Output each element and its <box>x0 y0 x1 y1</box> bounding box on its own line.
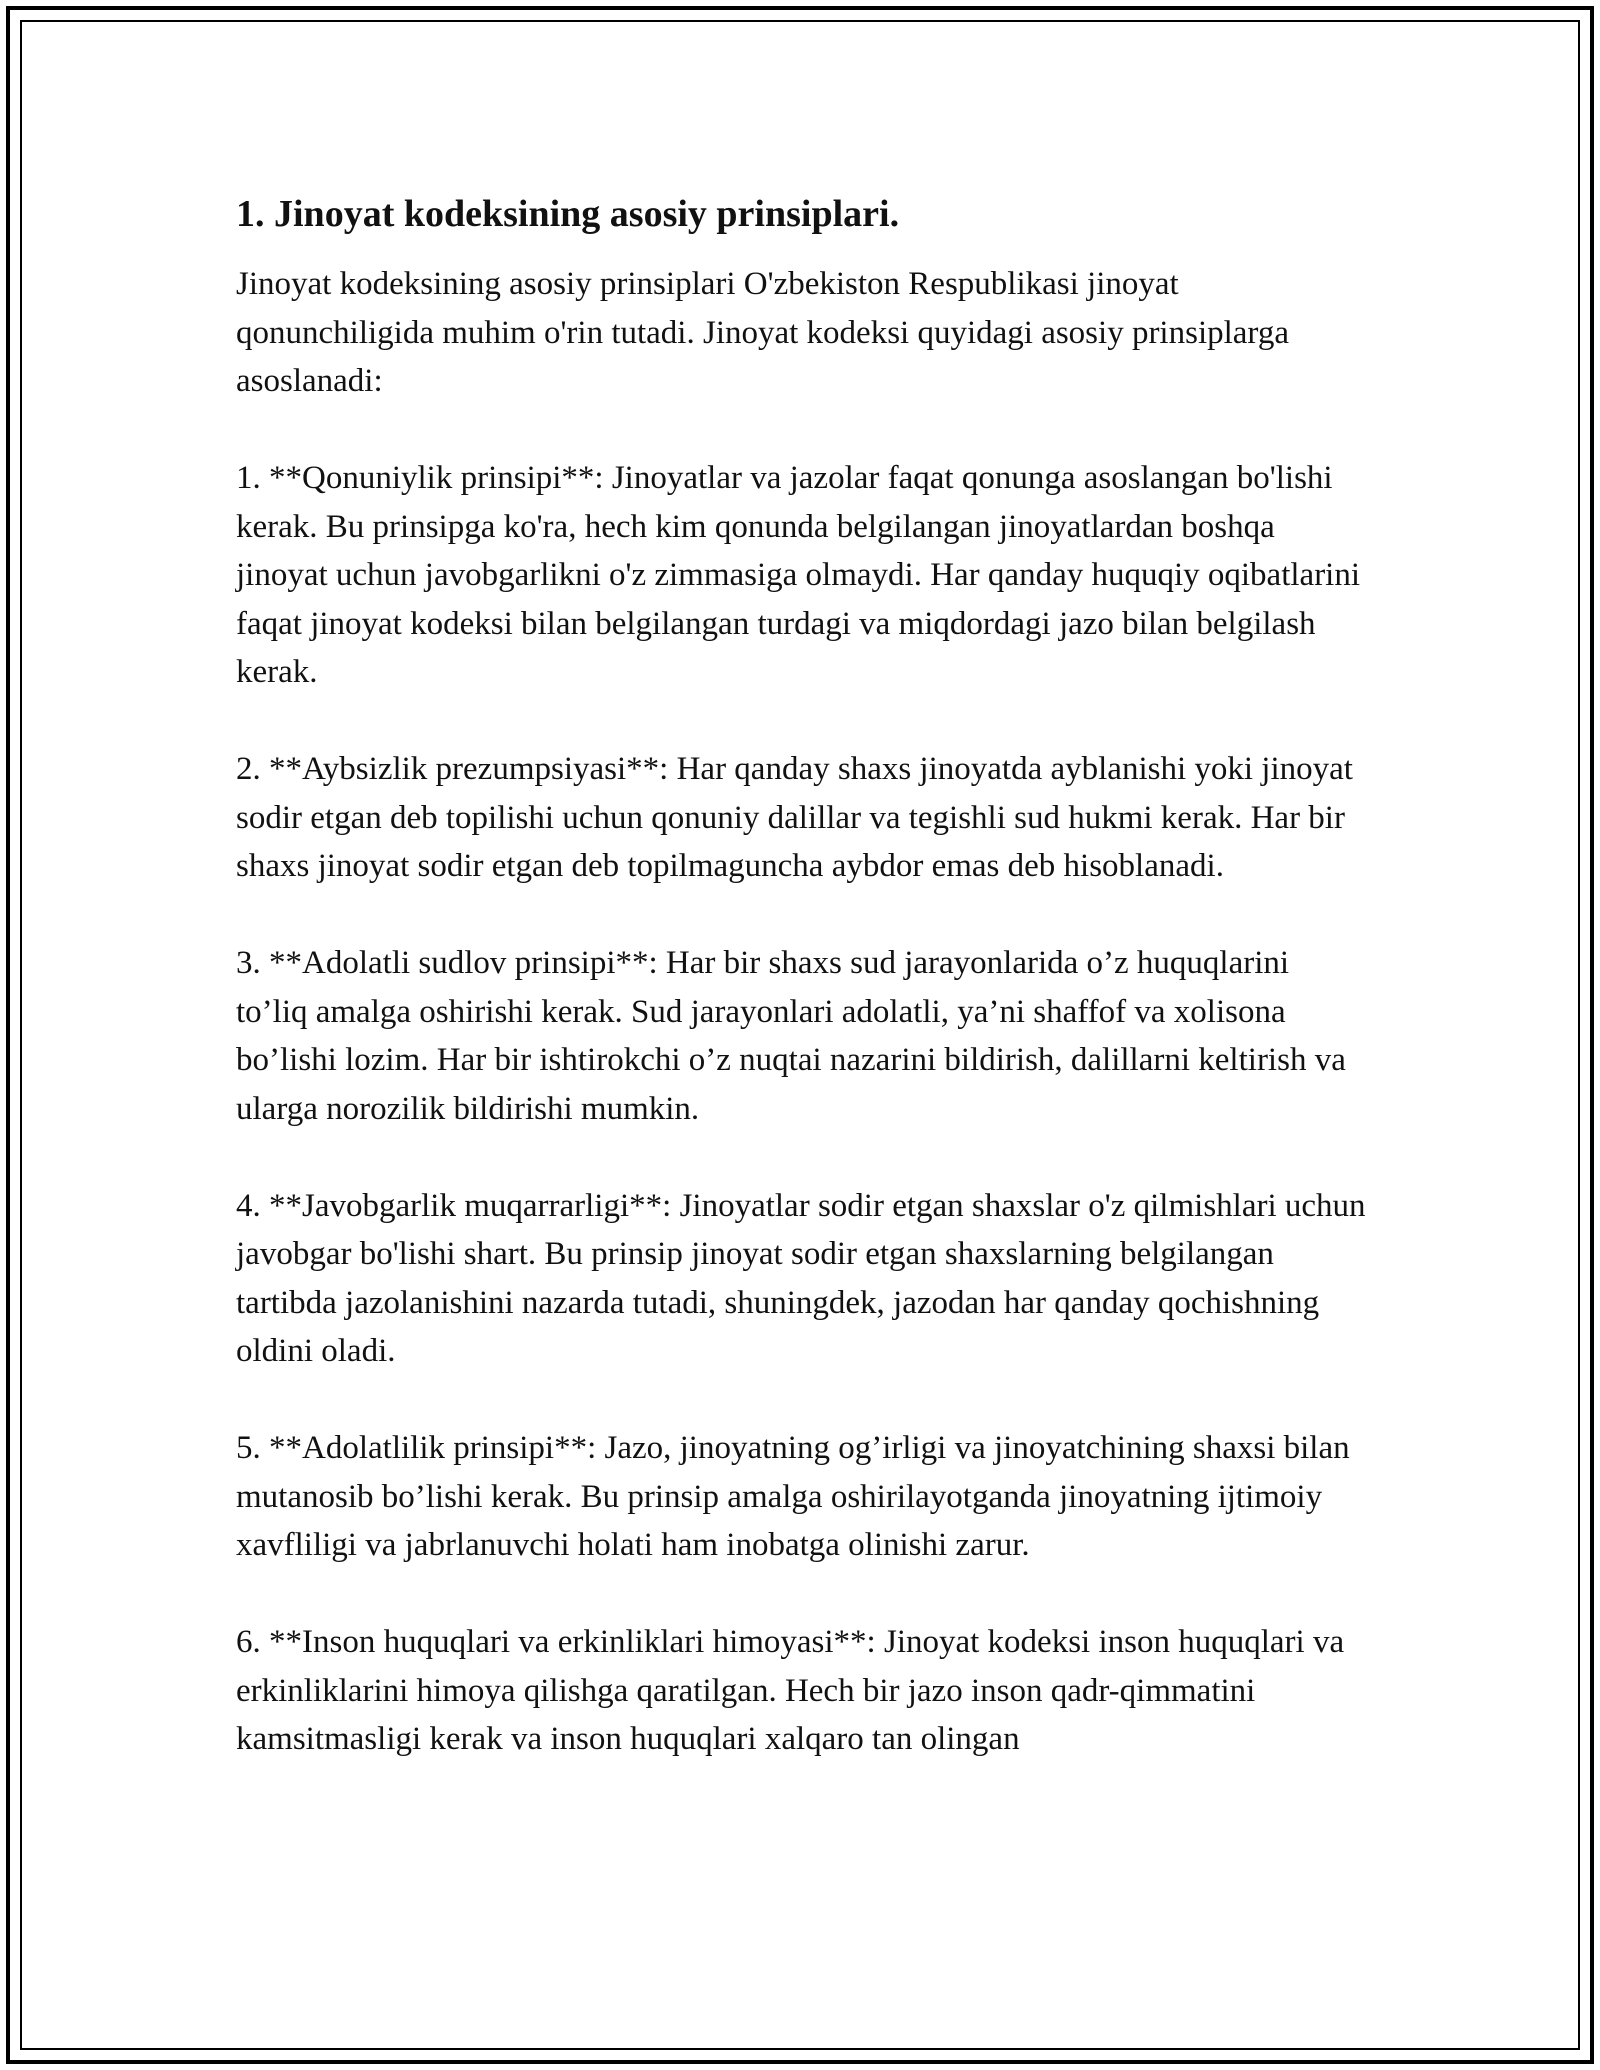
principle-paragraph-5: 5. **Adolatlilik prinsipi**: Jazo, jinoyatning og’irligi va jinoyatchining shaxsi bilan mutanosib bo’lishi kerak. Bu prinsip amalga oshirilayotganda jinoyatning ijtimoiy xavfliligi va jabrlanuvchi holati ham inobatga olinishi zarur. <box>236 1430 1350 1563</box>
document-title: 1. Jinoyat kodeksining asosiy prinsiplari. <box>236 193 900 235</box>
intro-paragraph: Jinoyat kodeksining asosiy prinsiplari O'zbekiston Respublikasi jinoyat qonunchiligida muhim o'rin tutadi. Jinoyat kodeksi quyidagi asosiy prinsiplarga asoslanadi: <box>236 266 1289 399</box>
principle-paragraph-6: 6. **Inson huquqlari va erkinliklari himoyasi**: Jinoyat kodeksi inson huquqlari va erkinliklarini himoya qilishga qaratilgan. Hech bir jazo inson qadr-qimmatini kamsitmasligi kerak va inson huquqlari xalqaro tan olingan <box>236 1624 1345 1757</box>
principle-paragraph-4: 4. **Javobgarlik muqarrarligi**: Jinoyatlar sodir etgan shaxslar o'z qilmishlari uchun javobgar bo'lishi shart. Bu prinsip jinoyat sodir etgan shaxslarning belgilangan tartibda jazolanishini nazarda tutadi, shuningdek, jazodan har qanday qochishning oldini oladi. <box>236 1187 1366 1369</box>
principle-paragraph-2: 2. **Aybsizlik prezumpsiyasi**: Har qanday shaxs jinoyatda ayblanishi yoki jinoyat sodir etgan deb topilishi uchun qonuniy dalillar va tegishli sud hukmi kerak. Har bir shaxs jinoyat sodir etgan deb topilmaguncha aybdor emas deb hisoblanadi. <box>236 751 1353 884</box>
principle-paragraph-1: 1. **Qonuniylik prinsipi**: Jinoyatlar va jazolar faqat qonunga asoslangan bo'lishi kerak. Bu prinsipga ko'ra, hech kim qonunda belgilangan jinoyatlardan boshqa jinoyat uchun javobgarlikni o'z zimmasiga olmaydi. Har qanday huquqiy oqibatlarini faqat jinoyat kodeksi bilan belgilangan turdagi va miqdordagi jazo bilan belgilash kerak. <box>236 460 1361 690</box>
document-body <box>236 188 1366 1812</box>
principle-paragraph-3: 3. **Adolatli sudlov prinsipi**: Har bir shaxs sud jarayonlarida o’z huquqlarini to’liq amalga oshirishi kerak. Sud jarayonlari adolatli, ya’ni shaffof va xolisona bo’lishi lozim. Har bir ishtirokchi o’z nuqtai nazarini bildirish, dalillarni keltirish va ularga norozilik bildirishi mumkin. <box>236 945 1346 1127</box>
